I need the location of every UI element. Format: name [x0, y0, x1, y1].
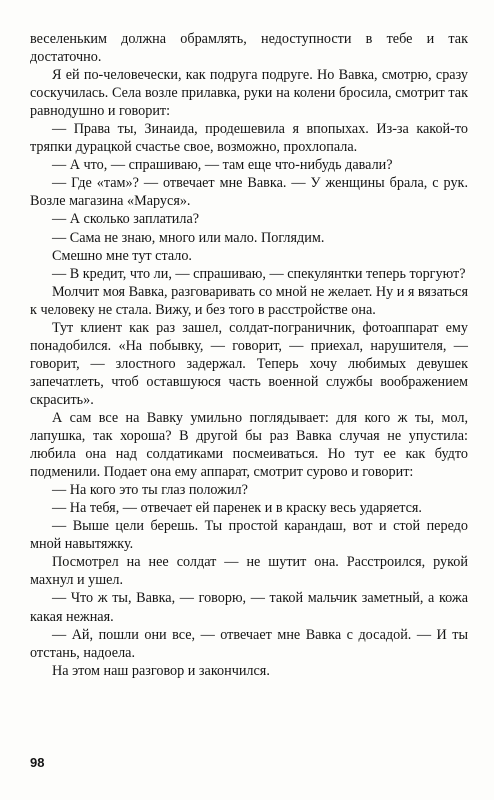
page-body-text	[30, 30, 468, 680]
paragraph: — Где «там»? — отвечает мне Вавка. — У женщины брала, с рук. Возле магазина «Маруся».	[30, 175, 468, 210]
paragraph: — На тебя, — отвечает ей паренек и в краску весь ударяется.	[52, 500, 422, 517]
paragraph: На этом наш разговор и закончился.	[52, 662, 270, 679]
paragraph: — Права ты, Зинаида, продешевила я впопыхах. Из-за какой-то тряпки дурацкой счастье свое, возможно, прохлопала.	[30, 121, 468, 156]
paragraph: — Сама не знаю, много или мало. Поглядим.	[52, 229, 325, 246]
paragraph: веселеньким должна обрамлять, недоступности в тебе и так достаточно.	[30, 31, 468, 66]
paragraph: — Что ж ты, Вавка, — говорю, — такой мальчик заметный, а кожа какая нежная.	[30, 590, 468, 625]
paragraph: А сам все на Вавку умильно поглядывает: для кого ж ты, мол, лапушка, так хороша? В другой бы раз Вавка случая не упустила: любила она над солдатиками посмеиваться. Но тут ее как будто подменили. Подает она ему аппарат, смотрит сурово и говорит:	[30, 409, 468, 481]
paragraph: Я ей по-человечески, как подруга подруге. Но Вавка, смотрю, сразу соскучилась. Села возле прилавка, руки на колени бросила, смотрит так равнодушно и говорит:	[30, 67, 468, 120]
paragraph: Молчит моя Вавка, разговаривать со мной не желает. Ну и я вязаться к человеку не стала. Вижу, и без того в расстройстве она.	[30, 283, 468, 318]
paragraph: Тут клиент как раз зашел, солдат-пограничник, фотоаппарат ему понадобился. «На побывку, — говорит, — приехал, нарушителя, — говорит, — злостного задержал. Теперь хочу любимых девушек запечатлеть, чтоб оставшуюся часть военной службы воображением скрасить».	[30, 319, 468, 408]
paragraph: — На кого это ты глаз положил?	[52, 482, 248, 499]
page-number: 98	[30, 755, 45, 770]
paragraph: Смешно мне тут стало.	[52, 247, 192, 264]
paragraph: — Выше цели берешь. Ты простой карандаш, вот и стой передо мной навытяжку.	[30, 518, 468, 553]
paragraph: — А что, — спрашиваю, — там еще что-нибудь давали?	[52, 157, 393, 174]
paragraph: — Ай, пошли они все, — отвечает мне Вавка с досадой. — И ты отстань, надоела.	[30, 626, 468, 661]
paragraph: — А сколько заплатила?	[52, 211, 200, 228]
paragraph: — В кредит, что ли, — спрашиваю, — спекулянтки теперь торгуют?	[52, 265, 466, 282]
paragraph: Посмотрел на нее солдат — не шутит она. Расстроился, рукой махнул и ушел.	[30, 554, 468, 589]
